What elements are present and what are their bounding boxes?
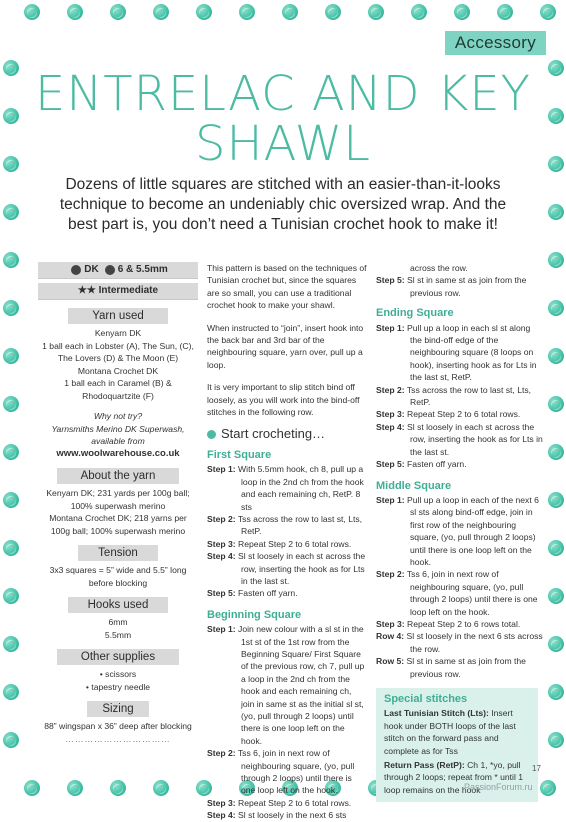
step-text: Tss 6, join in next row of neighbouring square, (yo, pull through 2 loops) until there is one loop left on the hook.	[404, 569, 538, 617]
step-label: Step 4:	[207, 551, 236, 562]
yarn-line: Rhodoquartzite (F)	[82, 390, 154, 401]
yarn-ball-icon	[3, 444, 19, 460]
why-not-line: Yarnsmiths Merino DK Superwash,	[51, 423, 185, 434]
step-item	[207, 538, 367, 550]
hook-size: 6 & 5.5mm	[117, 263, 168, 275]
step-label: Step 4:	[207, 810, 236, 821]
yarn-ball-icon	[548, 252, 564, 268]
step-text: Repeat Step 2 to 6 total rows.	[235, 797, 352, 808]
yarn-ball-icon	[548, 396, 564, 412]
yarn-line: Kenyarn DK	[94, 328, 142, 338]
yarn-ball-icon	[196, 4, 212, 20]
step-item	[376, 655, 544, 680]
why-not-line: Why not try?	[93, 411, 143, 421]
yarn-ball-icon	[110, 780, 126, 796]
about-yarn-heading: About the yarn	[57, 468, 179, 484]
yarn-ball-icon	[454, 4, 470, 20]
spec-bar	[38, 262, 198, 279]
intro-paragraph: This pattern is based on the techniques of Tunisian crochet but, since the squares are so small, you can use a traditional crochet hook to make your shawl.	[207, 263, 367, 311]
yarn-ball-icon	[24, 4, 40, 20]
tension-line: 3x3 squares = 5” wide and 5.5” long	[49, 565, 187, 575]
ending-square-steps	[376, 322, 544, 471]
yarn-ball-icon	[411, 4, 427, 20]
step-label: Step 1:	[376, 322, 405, 333]
yarn-ball-icon	[282, 4, 298, 20]
bind-off-paragraph: It is very important to slip stitch bind off loosely, as you will work into the bind-off stitches in the following row.	[207, 382, 360, 418]
step-text: Sl st in same st as join from the previous row.	[407, 275, 527, 298]
yarn-ball-icon	[3, 300, 19, 316]
yarn-weight: DK	[84, 263, 99, 275]
yarn-ball-icon	[497, 4, 513, 20]
yarn-ball-icon	[3, 684, 19, 700]
step-label: Step 2:	[376, 569, 405, 580]
step-text: Repeat Step 2 to 6 rows total.	[404, 618, 521, 629]
yarn-ball-icon	[548, 348, 564, 364]
yarn-ball-icon	[548, 684, 564, 700]
tension-heading: Tension	[78, 545, 158, 561]
step-label: Step 5:	[376, 275, 405, 286]
yarn-ball-icon	[110, 4, 126, 20]
section-tag: Accessory	[445, 31, 546, 55]
yarn-line: Montana Crochet DK	[77, 365, 159, 376]
yarn-ball-icon	[368, 4, 384, 20]
hook-icon	[105, 265, 115, 275]
step-label: Step 1:	[376, 494, 405, 505]
step-item	[207, 463, 367, 513]
yarn-ball-icon	[3, 588, 19, 604]
step-text: Tss across the row to last st, Lts, RetP.	[235, 513, 363, 537]
first-square-heading: First Square	[207, 448, 272, 461]
hooks-list	[38, 616, 198, 641]
other-supplies-heading: Other supplies	[57, 649, 179, 665]
middle-square-heading: Middle Square	[376, 479, 452, 492]
step-label: Step 3:	[207, 538, 236, 549]
step-item	[376, 384, 544, 409]
step-label: Step 2:	[207, 748, 236, 759]
intro-text: Dozens of little squares are stitched with an easier-than-it-looks technique to become an undeniably chic oversized wrap. And the best part is, you don’t need a Tunisian crochet hook to make it!	[59, 176, 507, 233]
special-stitches-heading: Special stitches	[384, 693, 468, 705]
yarn-ball-icon	[24, 780, 40, 796]
yarn-ball-icon	[239, 4, 255, 20]
step-label: Step 1:	[207, 464, 236, 475]
step-label: Step 3:	[207, 797, 236, 808]
yarn-ball-icon	[548, 492, 564, 508]
step-item	[376, 322, 544, 384]
about-yarn-text	[38, 487, 198, 537]
step-text: Pull up a loop in each sl st along the bind-off edge of the neighbouring square (8 loops on hook), inserting hook as for Lts in the last st, RetP.	[404, 322, 537, 383]
step-text: Fasten off yarn.	[235, 588, 298, 599]
start-label: Start crocheting…	[221, 426, 326, 442]
page-number: 17	[532, 764, 541, 773]
yarn-ball-icon	[153, 780, 169, 796]
step-item	[207, 587, 367, 599]
step-item	[376, 408, 544, 420]
middle-square-steps	[376, 494, 544, 680]
instructions-column-2	[376, 262, 544, 802]
step-item	[207, 623, 367, 747]
step-item	[376, 274, 544, 299]
step-text: Sl st loosely in the next 6 sts across the row.	[404, 631, 543, 654]
step-label: Step 3:	[376, 618, 405, 629]
yarn-ball-icon	[548, 204, 564, 220]
hook-line: 6mm	[108, 617, 128, 627]
about-line: Kenyarn DK; 231 yards per 100g ball;	[46, 488, 190, 498]
yarn-ball-icon	[548, 588, 564, 604]
step-item	[376, 458, 544, 470]
definition-text: Insert hook under BOTH loops of the last stitch on the forward pass and complete as for Tss	[384, 708, 516, 756]
step-text: Sl st in same st as join from the previous row.	[404, 656, 526, 679]
supply-line: • tapestry needle	[85, 681, 151, 692]
definition-term: Last Tunisian Stitch (Lts):	[384, 708, 489, 719]
step-text: Sl st loosely in the next 6 sts	[235, 810, 347, 821]
yarn-ball-icon	[3, 492, 19, 508]
step-label: Step 5:	[376, 459, 405, 470]
step-text: With 5.5mm hook, ch 8, pull up a loop in the 2nd ch from the hook and each remaining ch, RetP. 8 sts	[235, 464, 364, 512]
yarn-ball-icon	[325, 4, 341, 20]
step-label: Step 5:	[207, 588, 236, 599]
materials-column	[38, 262, 198, 745]
watermark: PassionForum.ru	[464, 782, 533, 792]
yarn-line: 1 ball each in Lobster (A), The Sun, (C),	[42, 340, 194, 351]
continued-text: across the row.	[410, 263, 468, 273]
supply-line: • scissors	[99, 669, 137, 679]
step-item	[376, 568, 544, 618]
why-not-line: available from	[91, 436, 145, 446]
step-text: Tss across the row to last st, Lts, RetP.	[404, 384, 532, 408]
ending-square-heading: Ending Square	[376, 307, 454, 320]
tension-text	[38, 564, 198, 589]
start-crocheting-heading	[207, 428, 367, 440]
yarn-ball-icon	[548, 636, 564, 652]
bullet-dot-icon	[207, 430, 216, 439]
join-paragraph: When instructed to “join”, insert hook into the back bar and 3rd bar of the neighbouring square, yarn over, pull up a loop.	[207, 322, 364, 370]
stitch-definition	[384, 707, 532, 757]
sizing-text: 88” wingspan x 36” deep after blocking	[44, 721, 192, 731]
hook-line: 5.5mm	[104, 629, 132, 640]
step-text: Tss 6, join in next row of neighbouring square, (yo, pull through 2 loops) until there is one loop left on the hook.	[235, 748, 355, 796]
yarn-ball-icon	[3, 636, 19, 652]
yarn-ball-icon	[548, 540, 564, 556]
yarn-ball-icon	[3, 252, 19, 268]
yarn-ball-icon	[3, 204, 19, 220]
level-bar	[38, 283, 198, 300]
step-text: Pull up a loop in each of the next 6 sl sts along bind-off edge, join in first row of the neighbouring square, (yo, pull through 2 loops) until there is one loop left on the hook.	[404, 494, 539, 567]
yarn-ball-icon	[3, 732, 19, 748]
beginning-square-steps	[207, 623, 367, 822]
yarn-ball-icon	[540, 4, 556, 20]
step-item	[207, 550, 367, 587]
yarn-line: 1 ball each in Caramel (B) &	[64, 378, 172, 388]
tension-line: before blocking	[88, 577, 148, 588]
about-line: Montana Crochet DK; 218 yarns per	[49, 513, 187, 523]
step-label: Step 2:	[376, 384, 405, 395]
step-item	[376, 630, 544, 655]
step-item	[376, 618, 544, 630]
first-square-steps	[207, 463, 367, 599]
step-item	[207, 747, 367, 797]
sizing-heading: Sizing	[87, 701, 149, 717]
yarn-ball-icon	[3, 396, 19, 412]
step-text: Fasten off yarn.	[404, 459, 467, 470]
yarn-weight-icon	[71, 265, 81, 275]
step-text: Repeat Step 2 to 6 total rows.	[404, 409, 521, 420]
dotted-rule: ……………………………	[65, 733, 171, 744]
step-item	[207, 513, 367, 538]
beginning-square-heading: Beginning Square	[207, 608, 302, 621]
page-title-line1: ENTRELAC AND KEY	[35, 66, 531, 122]
yarn-line: The Lovers (D) & The Moon (E)	[57, 353, 179, 363]
other-supplies-list	[38, 668, 198, 693]
step-item	[207, 809, 367, 821]
step-label: Row 4:	[376, 631, 405, 642]
definition-term: Return Pass (RetP):	[384, 760, 465, 771]
yarn-ball-icon	[67, 4, 83, 20]
hooks-heading: Hooks used	[68, 597, 168, 613]
step-label: Step 4:	[376, 421, 405, 432]
yarn-ball-icon	[153, 4, 169, 20]
step-label: Row 5:	[376, 656, 405, 667]
step-text: Sl st loosely in each st across the row, inserting the hook as for Lts in the last st.	[235, 551, 366, 586]
website-link[interactable]: www.woolwarehouse.co.uk	[56, 447, 180, 459]
step-text: Join new colour with a sl st in the 1st st of the 1st row from the Beginning Square/ First Square of the previous row, ch 7, pull up a loop in the 2nd ch from the hook and each remaining ch, join in same st as the initial sl st, (yo, pull through 2 loops) until there is one loop left on the hook.	[235, 624, 365, 746]
about-line: 100g ball; 100% superwash merino	[50, 525, 186, 536]
step-text: Sl st loosely in each st across the row, inserting the hook as for Lts in the last st.	[404, 421, 543, 457]
instructions-column-1	[207, 262, 367, 822]
step-label: Step 2:	[207, 513, 236, 524]
step-item	[207, 797, 367, 809]
yarn-ball-icon	[548, 300, 564, 316]
step-item	[376, 421, 544, 458]
step-text: Repeat Step 2 to 6 total rows.	[235, 538, 352, 549]
step-label: Step 3:	[376, 409, 405, 420]
page-title-line2: SHAWL	[195, 116, 371, 172]
yarn-ball-icon	[548, 732, 564, 748]
yarn-ball-icon	[548, 444, 564, 460]
yarn-used-heading: Yarn used	[68, 308, 168, 324]
yarn-ball-icon	[3, 348, 19, 364]
yarn-used-list	[38, 327, 198, 460]
about-line: 100% superwash merino	[70, 500, 166, 511]
step-item	[376, 494, 544, 568]
skill-level: ★★ Intermediate	[77, 284, 159, 296]
step-label: Step 1:	[207, 624, 236, 635]
definition-text: Ch 1, *yo, pull through 2 loops; repeat from * until 1 loop remains on the hook	[384, 760, 524, 795]
yarn-ball-icon	[67, 780, 83, 796]
yarn-ball-icon	[3, 540, 19, 556]
